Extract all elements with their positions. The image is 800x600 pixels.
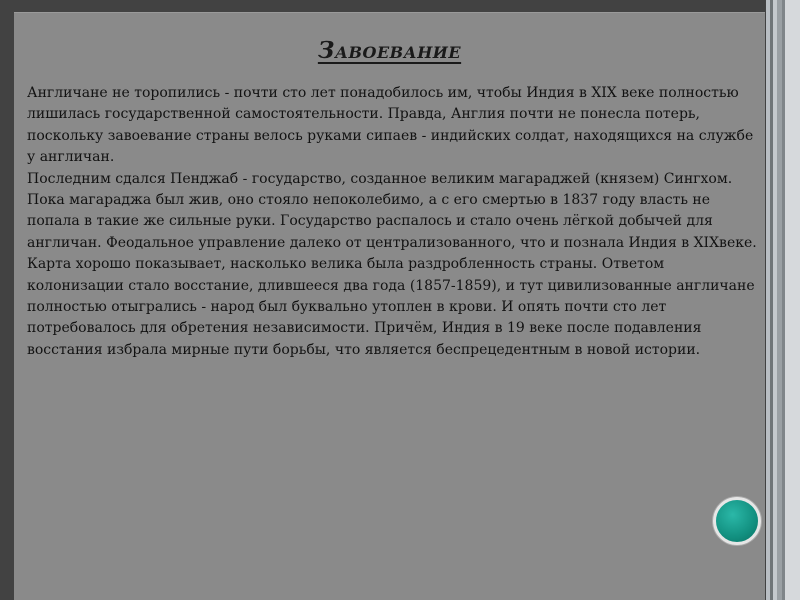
content-panel <box>14 12 765 600</box>
paragraph-2: Последним сдался Пенджаб - государство, созданное великим магараджей (князем) Сингхом. Пока магараджа был жив, оно стояло непоколебимо, а с его смертью в 1837 году власть не попала в такие же сильные руки. Государство распалось и стало очень лёгкой добычей для англичан. Феодальное управление далеко от централизованного, что и познала Индия в XIXвеке. Карта хорошо показывает, насколько велика была раздробленность страны. Ответом колонизации стало восстание, длившееся два года (1857-1859), и тут цивилизованные англичане полностью отыгрались - народ был буквально утоплен в крови. И опять почти сто лет потребовалось для обретения независимости. Причём, Индия в 19 веке после подавления восстания избрала мирные пути борьбы, что является беспрецедентным в новой истории. <box>27 170 757 358</box>
paragraph-1: Англичане не торопились - почти сто лет понадобилось им, чтобы Индия в XIX веке полностью лишилась государственной самостоятельности. Правда, Англия почти не понесла потерь, поскольку завоевание страны велось руками сипаев - индийских солдат, находящихся на службе у англичан. <box>27 85 754 166</box>
slide-title: Завоевание <box>317 37 462 64</box>
decorative-stripe <box>785 0 800 600</box>
slide-body <box>27 83 757 361</box>
navigation-circle-button[interactable] <box>713 497 761 545</box>
